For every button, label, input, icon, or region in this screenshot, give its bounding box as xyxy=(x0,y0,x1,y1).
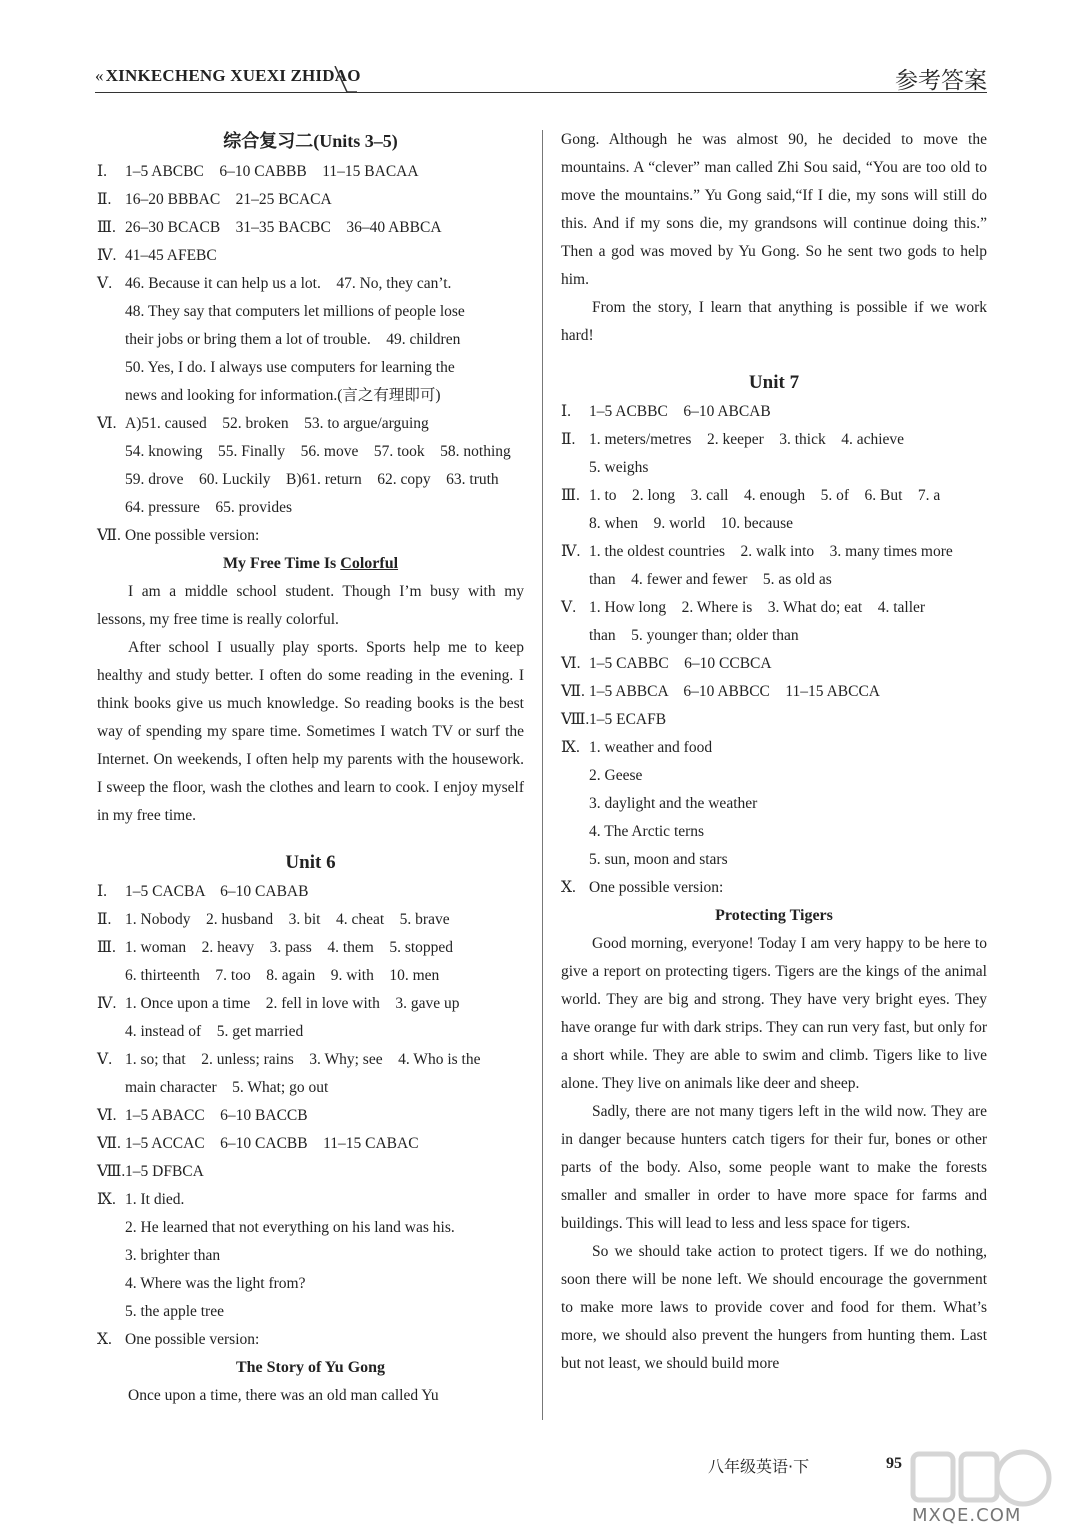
answer-text: 1. woman 2. heavy 3. pass 4. them 5. stopped xyxy=(125,939,454,956)
answer-row xyxy=(561,874,987,902)
series-text: XINKECHENG XUEXI ZHIDAO xyxy=(105,66,361,85)
answer-text: 1–5 ABCBC 6–10 CABBB 11–15 BACAA xyxy=(125,163,419,180)
answer-text: 1. to 2. long 3. call 4. enough 5. of 6. But 7. a xyxy=(589,487,941,504)
book-title: 八年级英语·下 xyxy=(708,1457,810,1476)
answer-text: than 4. fewer and fewer 5. as old as xyxy=(589,571,832,588)
unit-title: Unit 7 xyxy=(748,372,800,393)
answer-row xyxy=(97,1046,524,1074)
roman-numeral: Ⅱ. xyxy=(97,191,112,208)
answer-text: 1–5 ABBCA 6–10 ABBCC 11–15 ABCCA xyxy=(589,683,880,700)
essay-paragraph: From the story, I learn that anything is possible if we work hard! xyxy=(561,299,987,344)
answer-text: One possible version: xyxy=(125,527,260,544)
column-divider xyxy=(542,130,543,1420)
answer-row xyxy=(97,1158,524,1186)
roman-numeral: Ⅳ. xyxy=(97,247,117,264)
answer-text: 1. so; that 2. unless; rains 3. Why; see 4. Who is the xyxy=(125,1051,481,1068)
answer-row xyxy=(561,818,987,846)
answer-text: 5. weighs xyxy=(589,459,649,476)
answer-row: Ⅶ. One possible version: xyxy=(97,522,524,550)
roman-numeral: Ⅲ. xyxy=(561,487,580,504)
answer-text: 1. weather and food xyxy=(589,739,713,756)
answer-text: One possible version: xyxy=(125,1331,260,1348)
answer-row xyxy=(97,1074,524,1102)
essay-paragraph: Sadly, there are not many tigers left in the wild now. They are in danger because hunters catch tigers for their fur, bones or other parts of the body. Also, some people want to make the forests smaller and smaller in order to have more space for farms and buildings. This will lead to less and less space for tigers. xyxy=(561,1103,987,1232)
roman-numeral: Ⅷ. xyxy=(561,711,590,728)
answer-row xyxy=(561,846,987,874)
answer-text: 1–5 CABBC 6–10 CCBCA xyxy=(589,655,772,672)
answer-text: 2. He learned that not everything on his land was his. xyxy=(125,1219,455,1236)
answer-line: 50. Yes, I do. I always use computers for learning the xyxy=(125,359,455,376)
roman-numeral: Ⅴ. xyxy=(561,599,577,616)
answer-row xyxy=(97,1326,524,1354)
roman-numeral: Ⅱ. xyxy=(97,911,112,928)
answer-row xyxy=(561,706,987,734)
answer-line: 64. pressure 65. provides xyxy=(125,499,293,516)
answer-text: 3. daylight and the weather xyxy=(589,795,758,812)
essay-paragraph: So we should take action to protect tigers. If we do nothing, soon there will be none left. We should encourage the government to make more laws to provide cover and food for them. What’s more, we should also prevent the hungers from hunting them. Last but not least, we should build more xyxy=(561,1243,987,1372)
answer-row xyxy=(97,990,524,1018)
answer-text: A)51. caused 52. broken 53. to argue/arguing xyxy=(125,415,429,432)
roman-numeral: Ⅰ. xyxy=(561,403,571,420)
answer-row xyxy=(561,678,987,706)
left-column xyxy=(97,126,524,1410)
answer-row xyxy=(97,934,524,962)
unit7-answers xyxy=(561,398,987,902)
answer-row xyxy=(561,790,987,818)
answer-text: 5. sun, moon and stars xyxy=(589,851,728,868)
answer-row xyxy=(97,1018,524,1046)
header-slant-decoration xyxy=(333,66,357,92)
right-column xyxy=(561,126,987,1378)
answer-text: One possible version: xyxy=(589,879,724,896)
answer-row xyxy=(97,1214,524,1242)
roman-numeral: Ⅳ. xyxy=(97,995,117,1012)
answer-row xyxy=(97,962,524,990)
review-title: 综合复习二(Units 3–5) xyxy=(223,131,398,151)
roman-numeral: Ⅰ. xyxy=(97,883,107,900)
answer-line: their jobs or bring them a lot of trouble. 49. children xyxy=(125,331,461,348)
header-rule xyxy=(95,92,987,93)
roman-numeral: Ⅶ. xyxy=(561,683,585,700)
answer-row xyxy=(561,482,987,510)
answer-row xyxy=(561,594,987,622)
unit-title: Unit 6 xyxy=(285,852,336,873)
essay-title-underlined: Colorful xyxy=(340,555,399,572)
answer-row xyxy=(561,510,987,538)
answer-text: 4. instead of 5. get married xyxy=(125,1023,304,1040)
review-answers xyxy=(97,158,524,270)
roman-numeral: Ⅹ. xyxy=(97,1331,112,1348)
answer-row xyxy=(97,1186,524,1214)
answer-text: 16–20 BBBAC 21–25 BCACA xyxy=(125,191,332,208)
answer-row xyxy=(561,734,987,762)
answer-text: 1–5 DFBCA xyxy=(125,1163,204,1180)
essay-title xyxy=(97,550,524,578)
answer-text: 6. thirteenth 7. too 8. again 9. with 10. men xyxy=(125,967,440,984)
answer-text: 1. meters/metres 2. keeper 3. thick 4. achieve xyxy=(589,431,905,448)
series-title xyxy=(95,66,361,86)
page-header xyxy=(95,62,987,96)
essay-paragraph: Once upon a time, there was an old man called Yu xyxy=(128,1387,439,1404)
answer-row xyxy=(561,622,987,650)
answer-text: 1. How long 2. Where is 3. What do; eat 4. taller xyxy=(589,599,926,616)
roman-numeral: Ⅶ. xyxy=(97,1135,121,1152)
roman-numeral: Ⅹ. xyxy=(561,879,576,896)
unit6-answers xyxy=(97,878,524,1354)
double-chevron-left-icon: « xyxy=(95,66,104,85)
answer-text: 5. the apple tree xyxy=(125,1303,224,1320)
answer-text: 1. the oldest countries 2. walk into 3. many times more xyxy=(589,543,953,560)
essay-paragraph: Gong. Although he was almost 90, he decided to move the mountains. A “clever” man called Zhi Sou said, “You are too old to move the mountains.” Yu Gong said,“If I die, my sons will still do this. And if my sons die, my grandsons will continue doing this.” Then a god was moved by Yu Gong. So he sent two gods to help him. xyxy=(561,131,987,288)
answer-row xyxy=(561,426,987,454)
answer-text: 46. Because it can help us a lot. 47. No, they can’t. xyxy=(125,275,452,292)
answer-row: Ⅵ. A)51. caused 52. broken 53. to argue/arguing xyxy=(97,410,524,438)
answer-row xyxy=(97,214,524,242)
answer-text: 2. Geese xyxy=(589,767,643,784)
essay-paragraph: Good morning, everyone! Today I am very happy to be here to give a report on protecting tigers. Tigers are the kings of the animal world. They are big and strong. They have very bright eyes. They have orange fur with dark strips. They can run very fast, but only for a short while. They are able to swim and climb. Tigers like to live alone. They live on animals like deer and sheep. xyxy=(561,935,987,1092)
roman-numeral: Ⅳ. xyxy=(561,543,581,560)
section-title: 参考答案 xyxy=(895,68,987,94)
answer-text: 26–30 BCACB 31–35 BACBC 36–40 ABBCA xyxy=(125,219,442,236)
roman-numeral: Ⅷ. xyxy=(97,1163,126,1180)
answer-line: 48. They say that computers let millions of people lose xyxy=(125,303,465,320)
answer-row xyxy=(97,1298,524,1326)
answer-row xyxy=(97,1242,524,1270)
answer-row: Ⅴ. 46. Because it can help us a lot. 47. No, they can’t. xyxy=(97,270,524,298)
answer-text: than 5. younger than; older than xyxy=(589,627,799,644)
answer-text: main character 5. What; go out xyxy=(125,1079,329,1096)
answer-text: 1. It died. xyxy=(125,1191,185,1208)
answer-row xyxy=(97,878,524,906)
roman-numeral: Ⅲ. xyxy=(97,939,116,956)
roman-numeral: Ⅵ. xyxy=(97,1107,117,1124)
essay-paragraph: I am a middle school student. Though I’m busy with my lessons, my free time is really colorful. xyxy=(97,583,524,628)
page-number: 95 xyxy=(886,1455,902,1472)
answer-line: 54. knowing 55. Finally 56. move 57. took 58. nothing xyxy=(125,443,511,460)
roman-numeral: Ⅰ. xyxy=(97,163,107,180)
answer-row xyxy=(97,1102,524,1130)
answer-text: 3. brighter than xyxy=(125,1247,221,1264)
answer-line: 59. drove 60. Luckily B)61. return 62. copy 63. truth xyxy=(125,471,499,488)
roman-numeral: Ⅲ. xyxy=(97,219,116,236)
essay-paragraph: After school I usually play sports. Sports help me to keep healthy and study better. I often do some reading in the evening. I think books give us much knowledge. So reading books is the best way of spending my spare time. Sometimes I watch TV or surf the Internet. On weekends, I often help my parents with the housework. I sweep the floor, wash the clothes and learn to cook. I enjoy myself in my free time. xyxy=(97,639,524,824)
answer-row xyxy=(97,186,524,214)
answer-row xyxy=(561,538,987,566)
roman-numeral: Ⅵ. xyxy=(561,655,581,672)
answer-text: 1. Once upon a time 2. fell in love with 3. gave up xyxy=(125,995,460,1012)
answer-text: 1. Nobody 2. husband 3. bit 4. cheat 5. brave xyxy=(125,911,450,928)
answer-text: 8. when 9. world 10. because xyxy=(589,515,794,532)
watermark-text: MXQE.COM xyxy=(912,1505,1022,1526)
answer-row xyxy=(97,906,524,934)
answer-text: 4. The Arctic terns xyxy=(589,823,705,840)
roman-numeral: Ⅸ. xyxy=(561,739,580,756)
answer-text: 4. Where was the light from? xyxy=(125,1275,306,1292)
roman-numeral: Ⅴ. xyxy=(97,1051,113,1068)
answer-row xyxy=(97,1270,524,1298)
answer-line: news and looking for information.(言之有理即可) xyxy=(125,387,441,404)
answer-row xyxy=(97,158,524,186)
answer-text: 1–5 ACCAC 6–10 CACBB 11–15 CABAC xyxy=(125,1135,419,1152)
essay-title: Protecting Tigers xyxy=(715,907,833,924)
essay-title: The Story of Yu Gong xyxy=(235,1359,386,1376)
answer-text: 1–5 CACBA 6–10 CABAB xyxy=(125,883,309,900)
essay-title-text: My Free Time Is xyxy=(222,555,341,572)
answer-row xyxy=(561,566,987,594)
answer-text: 41–45 AFEBC xyxy=(125,247,217,264)
answer-row xyxy=(561,398,987,426)
answer-row xyxy=(561,454,987,482)
answer-text: 1–5 ACBBC 6–10 ABCAB xyxy=(589,403,771,420)
roman-numeral: Ⅱ. xyxy=(561,431,576,448)
answer-row xyxy=(561,650,987,678)
answer-text: 1–5 ABACC 6–10 BACCB xyxy=(125,1107,308,1124)
answer-row xyxy=(97,1130,524,1158)
answer-row xyxy=(97,242,524,270)
answer-text: 1–5 ECAFB xyxy=(589,711,667,728)
answer-row xyxy=(561,762,987,790)
roman-numeral: Ⅸ. xyxy=(97,1191,116,1208)
